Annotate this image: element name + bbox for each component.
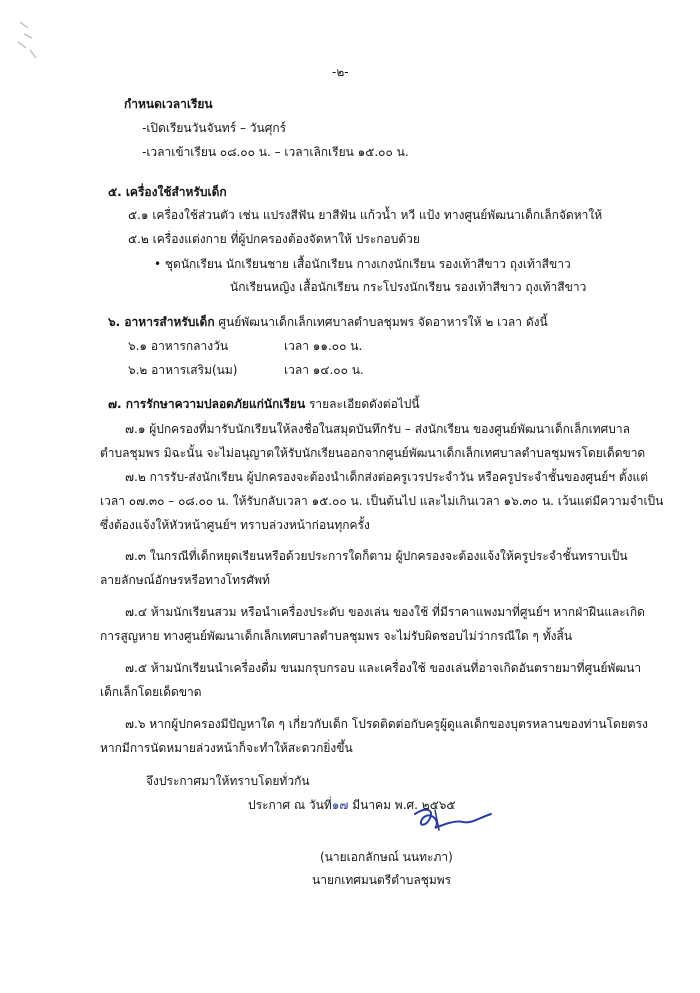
rule-7-2-line3: ซึ่งต้องแจ้งให้หัวหน้าศูนย์ฯ ทราบล่วงหน้าก่อนทุกครั้ง bbox=[100, 518, 370, 532]
section5-item1: ๕.๑ เครื่องใช้ส่วนตัว เช่น แปรงสีฟัน ยาสีฟัน แก้วน้ำ หวี แป้ง ทางศูนย์พัฒนาเด็กเล็กจัดหาให้ bbox=[128, 208, 603, 222]
section5-item2: ๕.๒ เครื่องแต่งกาย ที่ผู้ปกครองต้องจัดหาให้ ประกอบด้วย bbox=[128, 232, 420, 246]
rule-7-3-line1: ๗.๓ ในกรณีที่เด็กหยุดเรียนหรือด้วยประการใดก็ตาม ผู้ปกครองจะต้องแจ้งให้ครูประจำชั้นทราบเป็น bbox=[125, 549, 628, 563]
schedule-heading: กำหนดเวลาเรียน bbox=[124, 97, 213, 111]
meal-snack-name: ๖.๒ อาหารเสริม(นม) bbox=[128, 363, 238, 377]
date-suffix: มีนาคม พ.ศ. ๒๕๖๕ bbox=[348, 798, 456, 812]
signature-mark bbox=[405, 800, 495, 836]
date-day: ๑๗ bbox=[331, 798, 349, 812]
rule-7-6-line2: หากมีการนัดหมายล่วงหน้าก็จะทำให้สะดวกยิ่งขึ้น bbox=[100, 741, 353, 755]
paper-blemish bbox=[14, 18, 54, 64]
meal-lunch-time: เวลา ๑๑.๐๐ น. bbox=[284, 339, 363, 353]
schedule-days: -เปิดเรียนวันจันทร์ – วันศุกร์ bbox=[142, 121, 287, 135]
rule-7-3-line2: ลายลักษณ์อักษรหรือทางโทรศัพท์ bbox=[100, 573, 270, 587]
rule-7-5-line1: ๗.๕ ห้ามนักเรียนนำเครื่องดื่ม ขนมกรุบกรอบ และเครื่องใช้ ของเล่นที่อาจเกิดอันตรายมาที่ศูนย์พัฒนา bbox=[125, 661, 642, 675]
rule-7-2-line2: เวลา ๐๗.๓๐ – ๐๘.๐๐ น. ให้รับกลับเวลา ๑๕.๐๐ น. เป็นต้นไป และไม่เกินเวลา ๑๖.๓๐ น. เว้นแต่มีความจำเป็น bbox=[100, 494, 664, 508]
section6-heading-rest: ศูนย์พัฒนาเด็กเล็กเทศบาลตำบลชุมพร จัดอาหารให้ ๒ เวลา ดังนี้ bbox=[214, 315, 548, 329]
section7-heading: ๗. การรักษาความปลอดภัยแก่นักเรียน bbox=[108, 397, 306, 411]
rule-7-1-line1: ๗.๑ ผู้ปกครองที่มารับนักเรียนให้ลงชื่อในสมุดบันทึกรับ – ส่งนักเรียน ของศูนย์พัฒนาเด็กเล็กเทศบาล bbox=[125, 422, 630, 436]
rule-7-5-line2: เด็กเล็กโดยเด็ดขาด bbox=[100, 685, 202, 699]
section5-heading: ๕. เครื่องใช้สำหรับเด็ก bbox=[108, 185, 227, 199]
uniform-girls: นักเรียนหญิง เสื้อนักเรียน กระโปรงนักเรียน รองเท้าสีขาว ถุงเท้าสีขาว bbox=[230, 280, 587, 294]
section7-heading-line bbox=[108, 396, 420, 412]
schedule-hours: -เวลาเข้าเรียน ๐๘.๐๐ น. – เวลาเลิกเรียน ๑๕.๐๐ น. bbox=[142, 145, 409, 159]
date-prefix: ประกาศ ณ วันที่ bbox=[248, 798, 332, 812]
rule-7-1-line2: ตำบลชุมพร มิฉะนั้น จะไม่อนุญาตให้รับนักเรียนออกจากศูนย์พัฒนาเด็กเล็กเทศบาลตำบลชุมพรโดยเด็ดขาด bbox=[100, 446, 646, 460]
rule-7-4-line1: ๗.๔ ห้ามนักเรียนสวม หรือนำเครื่องประดับ ของเล่น ของใช้ ที่มีราคาแพงมาที่ศูนย์ฯ หากฝ่าฝืนและเกิด bbox=[125, 605, 645, 619]
rule-7-4-line2: การสูญหาย ทางศูนย์พัฒนาเด็กเล็กเทศบาลตำบลชุมพร จะไม่รับผิดชอบไม่ว่ากรณีใด ๆ ทั้งสิ้น bbox=[100, 629, 573, 643]
closing-statement: จึงประกาศมาให้ทราบโดยทั่วกัน bbox=[146, 774, 310, 788]
rule-7-6-line1: ๗.๖ หากผู้ปกครองมีปัญหาใด ๆ เกี่ยวกับเด็ก โปรดติดต่อกับครูผู้ดูแลเด็กของบุตรหลานของท่านโดยตรง bbox=[125, 717, 648, 731]
signatory-name: (นายเอกลักษณ์ นนทะภา) bbox=[320, 850, 453, 864]
section6-heading-line bbox=[108, 314, 548, 330]
section7-heading-rest: รายละเอียดดังต่อไปนี้ bbox=[305, 397, 420, 411]
uniform-boys: • ชุดนักเรียน นักเรียนชาย เสื้อนักเรียน กางเกงนักเรียน รองเท้าสีขาว ถุงเท้าสีขาว bbox=[154, 257, 571, 271]
page-number: -๒- bbox=[332, 65, 349, 79]
section6-heading: ๖. อาหารสำหรับเด็ก bbox=[108, 315, 215, 329]
meal-snack-time: เวลา ๑๔.๐๐ น. bbox=[284, 363, 364, 377]
signatory-title: นายกเทศมนตรีตำบลชุมพร bbox=[312, 873, 452, 887]
meal-lunch-name: ๖.๑ อาหารกลางวัน bbox=[128, 339, 229, 353]
rule-7-2-line1: ๗.๒ การรับ-ส่งนักเรียน ผู้ปกครองจะต้องนำเด็กส่งต่อครูเวรประจำวัน หรือครูประจำชั้นของศูนย์ฯ ตั้งแต่ bbox=[125, 470, 649, 484]
